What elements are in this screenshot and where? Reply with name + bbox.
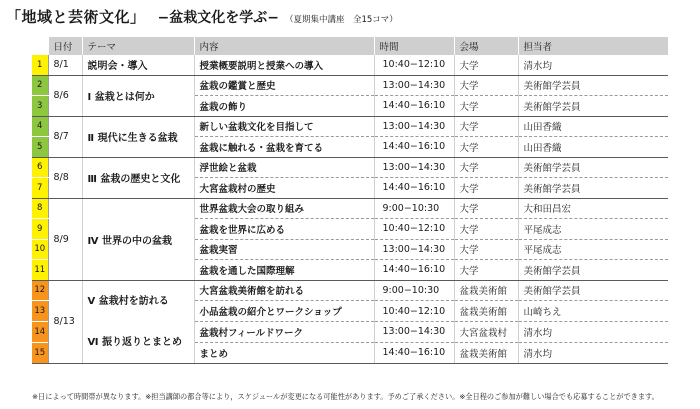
title-note: （夏期集中講座 全15コマ） [284, 15, 398, 25]
session-date: 8/6 [48, 75, 82, 116]
session-venue: 大学 [454, 157, 518, 178]
session-number: 6 [32, 157, 48, 178]
session-number: 3 [32, 96, 48, 117]
session-lecturer: 清水均 [518, 342, 668, 363]
session-date: 8/7 [48, 116, 82, 157]
session-theme: Ⅲ 盆栽の歴史と文化 [82, 157, 194, 198]
table-header-row [32, 37, 668, 55]
session-lecturer: 美術館学芸員 [518, 157, 668, 178]
session-time: 13:00−14:30 [374, 239, 454, 260]
session-content: 盆栽実習 [194, 239, 374, 260]
session-theme: Ⅰ 盆栽とは何か [82, 75, 194, 116]
session-number: 14 [32, 322, 48, 343]
theme-label-6: Ⅵ 振り返りとまとめ [87, 336, 182, 348]
header-time: 時間 [374, 37, 454, 55]
session-lecturer: 美術館学芸員 [518, 260, 668, 281]
session-time: 14:40−16:10 [374, 96, 454, 117]
session-theme: 説明会・導入 [82, 55, 194, 75]
session-venue: 大学 [454, 219, 518, 240]
session-lecturer: 山田香織 [518, 137, 668, 158]
session-content: 盆栽を世界に広める [194, 219, 374, 240]
table-row [32, 55, 668, 75]
session-content: 世界盆栽大会の取り組み [194, 198, 374, 219]
schedule-table [32, 37, 668, 364]
session-lecturer: 清水均 [518, 55, 668, 75]
session-lecturer: 清水均 [518, 322, 668, 343]
header-number [32, 37, 48, 55]
session-number: 12 [32, 280, 48, 301]
session-venue: 大学 [454, 260, 518, 281]
session-time: 13:00−14:30 [374, 116, 454, 137]
session-lecturer: 大和田昌宏 [518, 198, 668, 219]
theme-label-5: Ⅴ 盆栽村を訪れる [87, 295, 169, 307]
session-number: 7 [32, 178, 48, 199]
session-time: 9:00−10:30 [374, 280, 454, 301]
header-venue: 会場 [454, 37, 518, 55]
session-time: 13:00−14:30 [374, 75, 454, 96]
session-date: 8/9 [48, 198, 82, 280]
session-venue: 大学 [454, 96, 518, 117]
header-content: 内容 [194, 37, 374, 55]
session-time: 13:00−14:30 [374, 157, 454, 178]
session-content: まとめ [194, 342, 374, 363]
session-lecturer: 平尾成志 [518, 219, 668, 240]
session-content: 授業概要説明と授業への導入 [194, 55, 374, 75]
session-content: 盆栽村フィールドワーク [194, 322, 374, 343]
session-date: 8/1 [48, 55, 82, 75]
header-theme: テーマ [82, 37, 194, 55]
session-number: 9 [32, 219, 48, 240]
session-venue: 大宮盆栽村 [454, 322, 518, 343]
session-date: 8/8 [48, 157, 82, 198]
session-time: 14:40−16:10 [374, 342, 454, 363]
session-number: 10 [32, 239, 48, 260]
session-time: 10:40−12:10 [374, 55, 454, 75]
session-content: 浮世絵と盆栽 [194, 157, 374, 178]
session-time: 10:40−12:10 [374, 219, 454, 240]
session-venue: 大学 [454, 137, 518, 158]
session-theme: Ⅳ 世界の中の盆栽 [82, 198, 194, 280]
session-venue: 大学 [454, 239, 518, 260]
session-theme: Ⅱ 現代に生きる盆栽 [82, 116, 194, 157]
title-main: 「地域と芸術文化」 [6, 8, 146, 26]
session-lecturer: 山田香織 [518, 116, 668, 137]
table-row [32, 116, 668, 137]
page-title [6, 6, 398, 30]
session-venue: 大学 [454, 178, 518, 199]
session-venue: 盆栽美術館 [454, 280, 518, 301]
session-lecturer: 美術館学芸員 [518, 75, 668, 96]
session-time: 14:40−16:10 [374, 178, 454, 199]
session-venue: 盆栽美術館 [454, 342, 518, 363]
table-row [32, 75, 668, 96]
session-number: 15 [32, 342, 48, 363]
title-subtitle: −盆栽文化を学ぶ− [157, 10, 279, 26]
session-number: 8 [32, 198, 48, 219]
session-content: 大宮盆栽村の歴史 [194, 178, 374, 199]
session-time: 14:40−16:10 [374, 137, 454, 158]
session-venue: 大学 [454, 198, 518, 219]
session-time: 13:00−14:30 [374, 322, 454, 343]
session-venue: 大学 [454, 75, 518, 96]
session-lecturer: 山崎ちえ [518, 301, 668, 322]
session-content: 大宮盆栽美術館を訪れる [194, 280, 374, 301]
table-row [32, 157, 668, 178]
session-content: 新しい盆栽文化を目指して [194, 116, 374, 137]
session-content: 盆栽の鑑賞と歴史 [194, 75, 374, 96]
session-venue: 大学 [454, 55, 518, 75]
session-venue: 盆栽美術館 [454, 301, 518, 322]
session-lecturer: 美術館学芸員 [518, 96, 668, 117]
session-venue: 大学 [454, 116, 518, 137]
session-number: 5 [32, 137, 48, 158]
session-theme [82, 280, 194, 363]
session-time: 9:00−10:30 [374, 198, 454, 219]
header-date: 日付 [48, 37, 82, 55]
session-date: 8/13 [48, 280, 82, 363]
session-lecturer: 平尾成志 [518, 239, 668, 260]
table-row [32, 198, 668, 219]
session-lecturer: 美術館学芸員 [518, 178, 668, 199]
session-number: 13 [32, 301, 48, 322]
table-row [32, 280, 668, 301]
session-number: 11 [32, 260, 48, 281]
session-content: 盆栽の飾り [194, 96, 374, 117]
session-content: 盆栽に触れる・盆栽を育てる [194, 137, 374, 158]
session-number: 2 [32, 75, 48, 96]
schedule-body [32, 55, 668, 363]
session-content: 盆栽を通した国際理解 [194, 260, 374, 281]
session-content: 小品盆栽の紹介とワークショップ [194, 301, 374, 322]
session-lecturer: 美術館学芸員 [518, 280, 668, 301]
session-time: 14:40−16:10 [374, 260, 454, 281]
header-lecturer: 担当者 [518, 37, 668, 55]
session-number: 4 [32, 116, 48, 137]
footer-note: ※日によって時間帯が異なります。※担当講師の都合等により，スケジュールが変更になる可能性があります。予めご了承ください。※全日程のご参加が難しい場合でも応募することができます。 [32, 392, 659, 401]
session-number: 1 [32, 55, 48, 75]
session-time: 10:40−12:10 [374, 301, 454, 322]
